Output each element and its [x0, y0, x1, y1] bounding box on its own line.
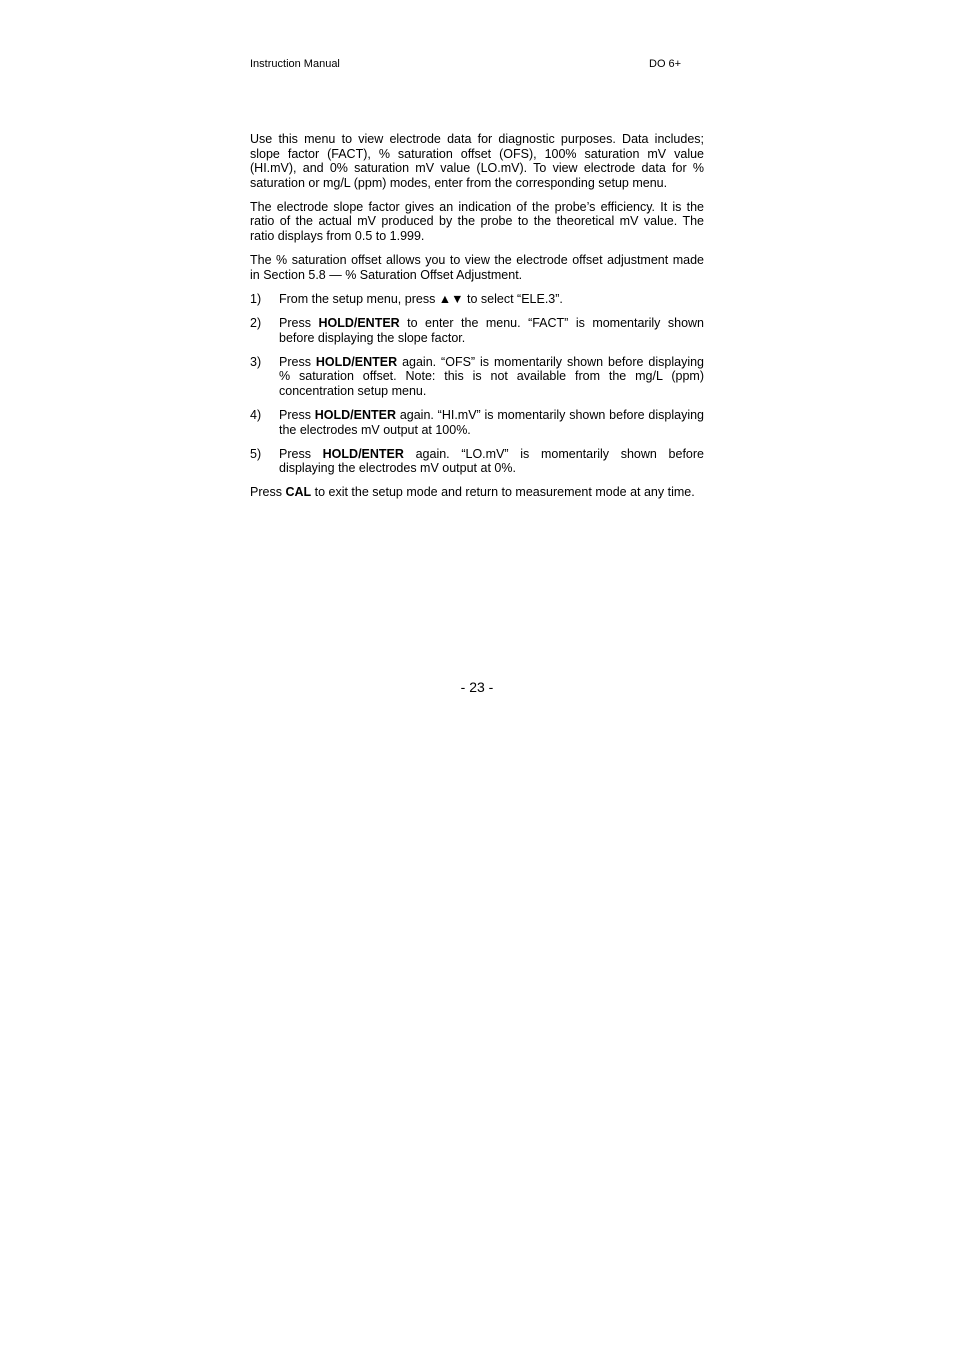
step-number: 2): [250, 315, 262, 330]
page-body: [250, 132, 704, 509]
step-text-before: Press: [279, 407, 315, 422]
step-text-before: From the setup menu, press: [279, 291, 439, 306]
step-text: [279, 292, 704, 307]
step-text: [279, 408, 704, 437]
step-text: [279, 316, 704, 345]
step-text-before: Press: [279, 315, 319, 330]
closing-paragraph: [250, 485, 704, 500]
key-name: CAL: [285, 485, 312, 500]
step-text: [279, 447, 704, 476]
key-name: HOLD/ENTER: [322, 446, 404, 461]
slope-factor-paragraph: The electrode slope factor gives an indication of the probe’s efficiency. It is the ratio of the actual mV produced by the probe to the theoretical mV value. The ratio displays from 0.5 to 1.999.: [250, 199, 704, 244]
step-number: 1): [250, 291, 262, 306]
step-3: [250, 355, 704, 399]
step-text: [279, 355, 704, 399]
step-text-after: again. “LO.mV” is momentarily shown before displaying the electrodes mV output at 0%.: [279, 446, 704, 476]
page-number: - 23 -: [460, 679, 494, 695]
step-text-after: again. “HI.mV” is momentarily shown before displaying the electrodes mV output at 100%.: [279, 407, 704, 437]
arrow-keys-icon: ▲▼: [438, 291, 464, 306]
key-name: HOLD/ENTER: [314, 407, 397, 422]
header-manual-title: Instruction Manual: [250, 58, 340, 70]
step-5: [250, 447, 704, 476]
step-number: 4): [250, 407, 262, 422]
step-text-after: again. “OFS” is momentarily shown before displaying % saturation offset. Note: this is not available from the mg/L (ppm) concentration setup menu.: [279, 354, 704, 398]
key-name: HOLD/ENTER: [318, 315, 400, 330]
step-text-after: to select “ELE.3”.: [463, 291, 563, 306]
step-number: 3): [250, 354, 262, 369]
closing-text-after: to exit the setup mode and return to measurement mode at any time.: [311, 485, 695, 500]
step-text-before: Press: [279, 354, 316, 369]
saturation-offset-paragraph: The % saturation offset allows you to view the electrode offset adjustment made in Section 5.8 — % Saturation Offset Adjustment.: [250, 253, 704, 282]
step-4: [250, 408, 704, 437]
closing-text-before: Press: [250, 485, 286, 500]
step-2: [250, 316, 704, 345]
step-number: 5): [250, 446, 262, 461]
step-text-after: to enter the menu. “FACT” is momentarily shown before displaying the slope factor.: [279, 315, 704, 345]
header-model-name: DO 6+: [649, 58, 682, 70]
step-text-before: Press: [279, 446, 323, 461]
intro-paragraph: Use this menu to view electrode data for diagnostic purposes. Data includes; slope factor (FACT), % saturation offset (OFS), 100% saturation mV value (HI.mV), and 0% saturation mV value (LO.mV). To view electrode data for % saturation or mg/L (ppm) modes, enter from the corresponding setup menu.: [250, 132, 704, 190]
key-name: HOLD/ENTER: [315, 354, 398, 369]
step-1: [250, 292, 704, 307]
